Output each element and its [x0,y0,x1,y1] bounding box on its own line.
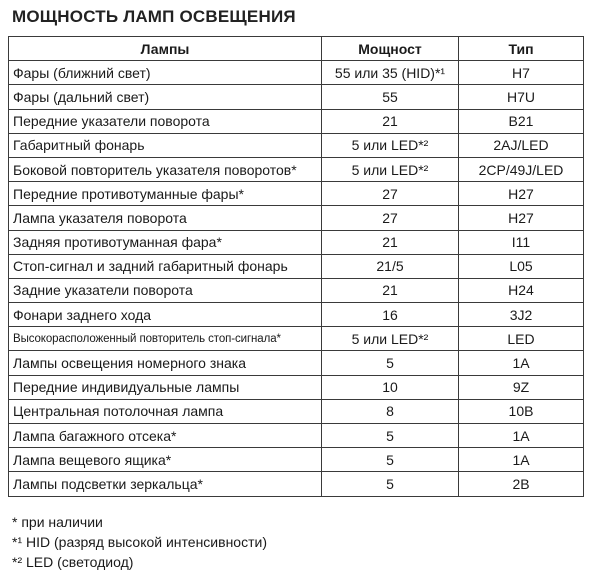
column-header-power: Мощност [322,37,459,61]
lamp-power-table [8,36,584,497]
power-cell: 5 или LED*² [322,133,459,157]
type-cell: H27 [459,206,584,230]
type-cell: 10B [459,399,584,423]
table-row [9,254,584,278]
power-cell: 55 или 35 (HID)*¹ [322,61,459,85]
power-cell: 21 [322,109,459,133]
column-header-lamp: Лампы [9,37,322,61]
table-row [9,182,584,206]
lamp-cell: Габаритный фонарь [9,133,322,157]
power-cell: 21 [322,230,459,254]
power-cell: 21 [322,278,459,302]
lamp-cell: Боковой повторитель указателя поворотов* [9,157,322,181]
table-row [9,85,584,109]
power-cell: 10 [322,375,459,399]
type-cell: I11 [459,230,584,254]
power-cell: 5 [322,424,459,448]
table-row [9,472,584,496]
lamp-cell: Фонари заднего хода [9,303,322,327]
power-cell: 5 [322,448,459,472]
power-cell: 27 [322,182,459,206]
table-row [9,303,584,327]
table-row [9,351,584,375]
lamp-cell: Передние противотуманные фары* [9,182,322,206]
type-cell: L05 [459,254,584,278]
table-row [9,157,584,181]
table-row [9,206,584,230]
type-cell: 1A [459,351,584,375]
power-cell: 55 [322,85,459,109]
table-row [9,230,584,254]
type-cell: H7 [459,61,584,85]
footnote-led: *² LED (светодиод) [12,554,134,570]
type-cell: 3J2 [459,303,584,327]
lamp-cell: Центральная потолочная лампа [9,399,322,423]
power-cell: 5 или LED*² [322,327,459,351]
type-cell: B21 [459,109,584,133]
power-cell: 21/5 [322,254,459,278]
type-cell: H7U [459,85,584,109]
lamp-cell: Высокорасположенный повторитель стоп-сигнала* [9,327,322,351]
power-cell: 5 [322,351,459,375]
footnotes [12,512,267,572]
table-row [9,327,584,351]
type-cell: LED [459,327,584,351]
lamp-cell: Задние указатели поворота [9,278,322,302]
lamp-cell: Фары (ближний свет) [9,61,322,85]
lamp-cell: Передние индивидуальные лампы [9,375,322,399]
lamp-cell: Фары (дальний свет) [9,85,322,109]
table-row [9,424,584,448]
type-cell: 1A [459,448,584,472]
power-cell: 16 [322,303,459,327]
column-header-type: Тип [459,37,584,61]
footnote-optional: * при наличии [12,514,103,530]
lamp-cell: Лампы освещения номерного знака [9,351,322,375]
table-header-row [9,37,584,61]
table-row [9,109,584,133]
table-row [9,278,584,302]
page-title: МОЩНОСТЬ ЛАМП ОСВЕЩЕНИЯ [12,7,296,26]
power-cell: 5 или LED*² [322,157,459,181]
type-cell: 1A [459,424,584,448]
lamp-cell: Задняя противотуманная фара* [9,230,322,254]
lamp-cell: Лампа вещевого ящика* [9,448,322,472]
footnote-hid: *¹ HID (разряд высокой интенсивности) [12,534,267,550]
lamp-cell: Передние указатели поворота [9,109,322,133]
type-cell: H27 [459,182,584,206]
type-cell: 2AJ/LED [459,133,584,157]
type-cell: 2CP/49J/LED [459,157,584,181]
table-row [9,448,584,472]
power-cell: 8 [322,399,459,423]
table-row [9,399,584,423]
lamp-cell: Лампы подсветки зеркальца* [9,472,322,496]
power-cell: 5 [322,472,459,496]
table-row [9,61,584,85]
lamp-cell: Лампа багажного отсека* [9,424,322,448]
type-cell: 2B [459,472,584,496]
power-cell: 27 [322,206,459,230]
type-cell: 9Z [459,375,584,399]
lamp-cell: Стоп-сигнал и задний габаритный фонарь [9,254,322,278]
table-row [9,133,584,157]
type-cell: H24 [459,278,584,302]
table-row [9,375,584,399]
lamp-cell: Лампа указателя поворота [9,206,322,230]
